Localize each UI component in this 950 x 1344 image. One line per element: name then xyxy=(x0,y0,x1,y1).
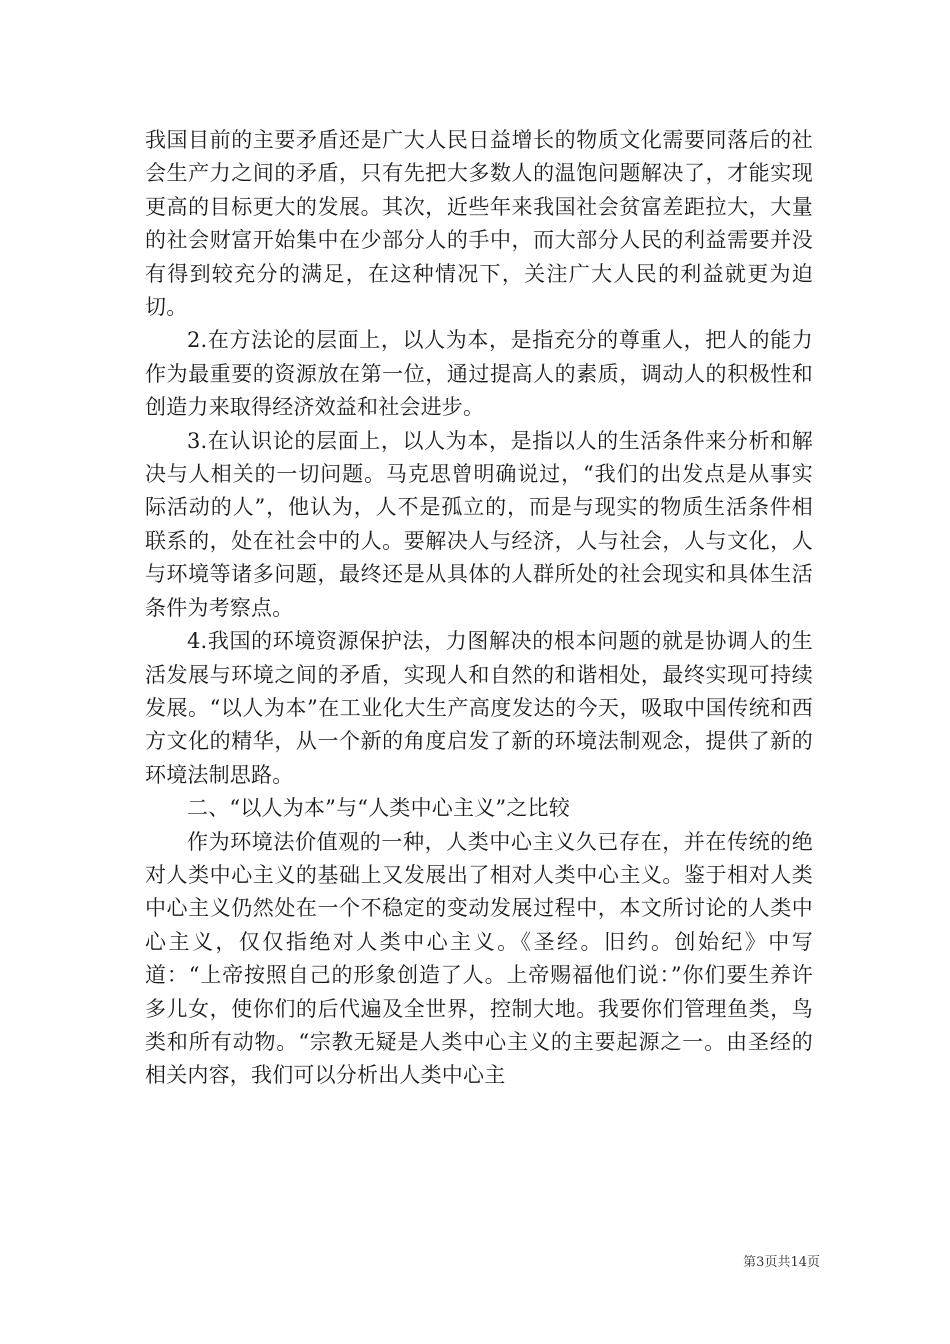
section-heading: 二、“以人为本”与“人类中心主义”之比较 xyxy=(187,796,570,821)
paragraph-1: 我国目前的主要矛盾还是广大人民日益增长的物质文化需要同落后的社会生产力之间的矛盾，只有先把大多数人的温饱问题解决了，才能实现更高的目标更大的发展。其次，近些年来我国社会贫富差距拉大，大量的社会财富开始集中在少部分人的手中，而大部分人民的利益需要并没有得到较充分的满足，在这种情况下，关注广大人民的利益就更为迫切。 xyxy=(145,128,813,320)
paragraph-5: 作为环境法价值观的一种，人类中心主义久已存在，并在传统的绝对人类中心主义的基础上又发展出了相对人类中心主义。鉴于相对人类中心主义仍然处在一个不稳定的变动发展过程中，本文所讨论的人类中心主义，仅仅指绝对人类中心主义。《圣经。旧约。创始纪》中写道：“上帝按照自己的形象创造了人。上帝赐福他们说：”你们要生养许多儿女，使你们的后代遍及全世界，控制大地。我要你们管理鱼类，鸟类和所有动物。“宗教无疑是人类中心主义的主要起源之一。由圣经的相关内容，我们可以分析出人类中心主 xyxy=(145,829,813,1088)
paragraph-3: 3.在认识论的层面上，以人为本，是指以人的生活条件来分析和解决与人相关的一切问题。马克思曾明确说过，“我们的出发点是从事实际活动的人”，他认为，人不是孤立的，而是与现实的物质生活条件相联系的，处在社会中的人。要解决人与经济，人与社会，人与文化，人与环境等诸多问题，最终还是从具体的人群所处的社会现实和具体生活条件为考察点。 xyxy=(145,428,813,620)
paragraph-2: 2.在方法论的层面上，以人为本，是指充分的尊重人，把人的能力作为最重要的资源放在第一位，通过提高人的素质，调动人的积极性和创造力来取得经济效益和社会进步。 xyxy=(145,328,813,420)
page-number-footer: 第3页共14页 xyxy=(743,1255,820,1270)
paragraph-4: 4.我国的环境资源保护法，力图解决的根本问题的就是协调人的生活发展与环境之间的矛盾，实现人和自然的和谐相处，最终实现可持续发展。“以人为本”在工业化大生产高度发达的今天，吸取中国传统和西方文化的精华，从一个新的角度启发了新的环境法制观念，提供了新的环境法制思路。 xyxy=(145,629,813,787)
document-body xyxy=(145,124,813,1093)
